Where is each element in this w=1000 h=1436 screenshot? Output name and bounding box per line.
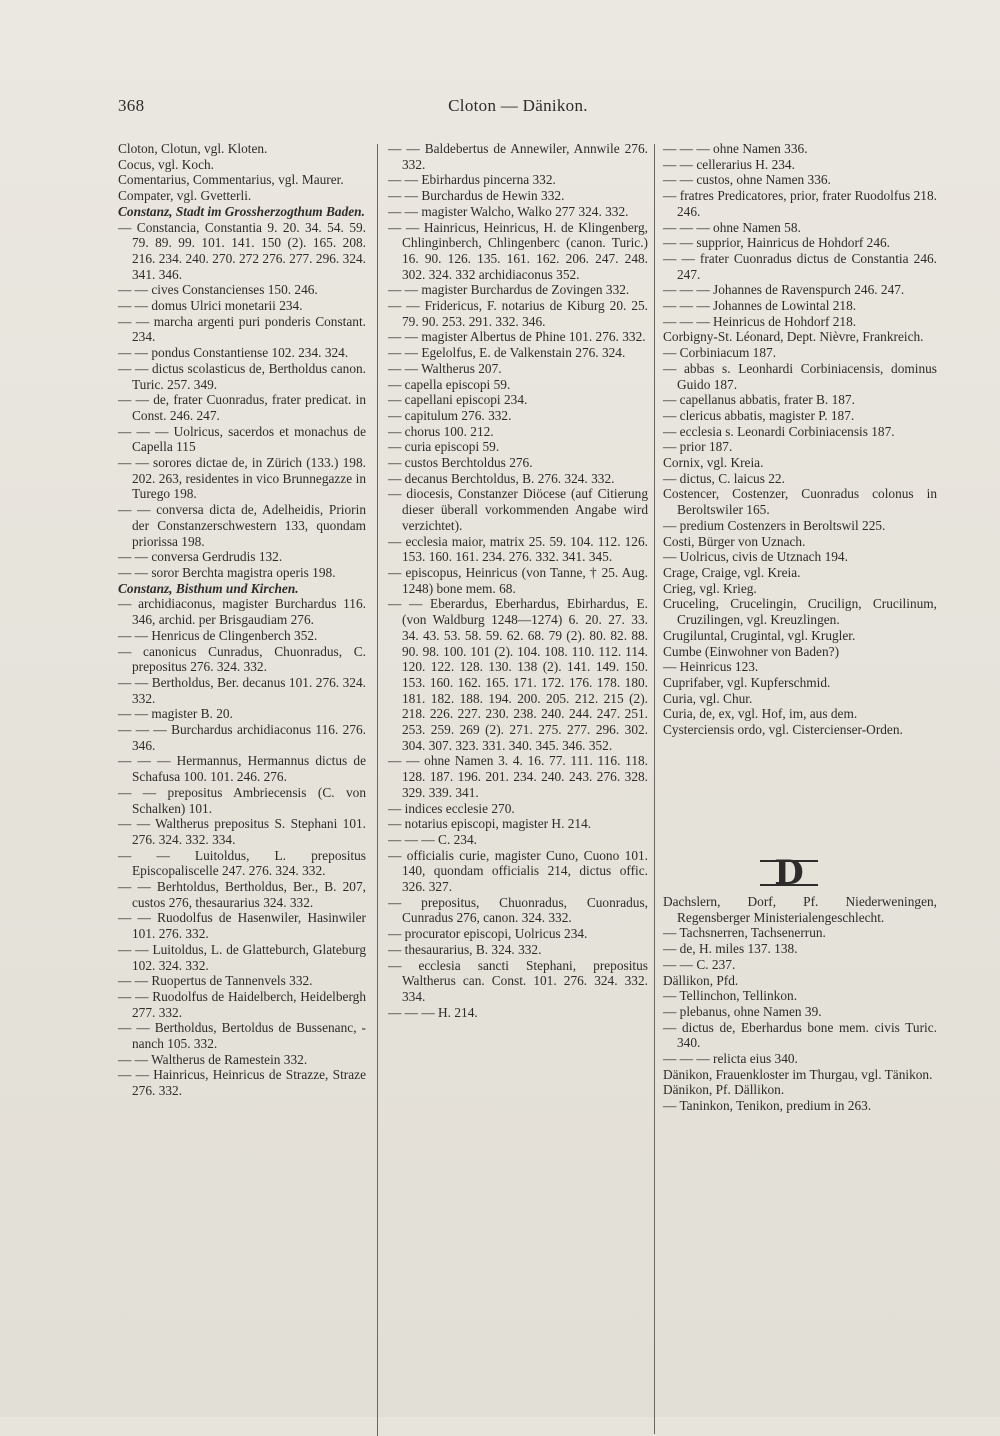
index-entry: — — Berhtoldus, Bertholdus, Ber., B. 207, custos 276, thesaurarius 324. 332. — [118, 879, 366, 910]
index-entry: — — conversa dicta de, Adelheidis, Priorin der Constanzerschwestern 133, quondam priorissa 198. — [118, 502, 366, 549]
index-entry: Dachslern, Dorf, Pf. Niederweningen, Regensberger Ministerialengeschlecht. — [663, 894, 937, 925]
index-entry: — — Ruodolfus de Hasenwiler, Hasinwiler 101. 276. 332. — [118, 910, 366, 942]
index-entry: — — — Heinricus de Hohdorf 218. — [663, 313, 857, 329]
index-entry: — — Egelolfus, E. de Valkenstain 276. 324. — [388, 345, 626, 361]
index-entry: — — magister Walcho, Walko 277 324. 332. — [388, 203, 629, 219]
index-entry: Cruceling, Crucelingin, Crucilign, Crucilinum, Cruzilingen, vgl. Kreuzlingen. — [663, 596, 937, 628]
index-entry: — — C. 237. — [663, 956, 736, 972]
index-entry: Costi, Bürger von Uznach. — [663, 533, 806, 549]
index-entry: Comentarius, Commentarius, vgl. Maurer. — [118, 172, 344, 188]
index-entry: — — — Johannes de Ravenspurch 246. 247. — [663, 282, 905, 298]
index-entry: — — Ebirhardus pincerna 332. — [388, 172, 556, 188]
index-entry: Crage, Craige, vgl. Kreia. — [663, 564, 801, 580]
index-entry: — — custos, ohne Namen 336. — [663, 172, 831, 188]
index-entry: — — Luitoldus, L. prepositus Episcopaliscelle 247. 276. 324. 332. — [118, 847, 366, 879]
index-entry: Cloton, Clotun, vgl. Kloten. — [118, 141, 268, 156]
index-entry: — — Hainricus, Heinricus, H. de Klingenberg, Chlinginberch, Chlingenberc (canon. Turic.) 16. 90. 126. 135. 161. 162. 206. 247. 248. 302. 324. 332 archidiaconus 352. — [388, 219, 648, 282]
index-entry: — procurator episcopi, Uolricus 234. — [388, 926, 588, 942]
index-entry: — curia episcopi 59. — [388, 439, 500, 455]
index-entry: — — cives Constancienses 150. 246. — [118, 282, 318, 298]
index-entry: — canonicus Cunradus, Chuonradus, C. prepositus 276. 324. 332. — [118, 643, 366, 675]
index-entry: Corbigny-St. Léonard, Dept. Nièvre, Frankreich. — [663, 329, 924, 345]
index-entry: — prior 187. — [663, 439, 733, 455]
index-entry: — — magister Albertus de Phine 101. 276. 332. — [388, 329, 646, 345]
index-entry: — — — Hermannus, Hermannus dictus de Schafusa 100. 101. 246. 276. — [118, 753, 366, 785]
index-entry: — — Bertholdus, Bertoldus de Bussenanc, -nanch 105. 332. — [118, 1020, 366, 1052]
index-entry: — diocesis, Constanzer Diöcese (auf Citierung dieser überall vorkommenden Angabe wird verzichtet). — [388, 486, 648, 533]
index-entry: Cumbe (Einwohner von Baden?) — [663, 643, 840, 659]
index-entry: — — conversa Gerdrudis 132. — [118, 549, 283, 565]
index-entry: — — — relicta eius 340. — [663, 1051, 798, 1067]
index-entry: — — Fridericus, F. notarius de Kiburg 20. 25. 79. 90. 253. 291. 332. 346. — [388, 298, 648, 329]
column-divider-1 — [377, 144, 378, 1436]
index-entry: — — magister Burchardus de Zovingen 332. — [388, 282, 630, 298]
index-entry: — clericus abbatis, magister P. 187. — [663, 407, 855, 423]
index-entry: — fratres Predicatores, prior, frater Ruodolfus 218. 246. — [663, 188, 937, 219]
index-entry: Crieg, vgl. Krieg. — [663, 580, 757, 596]
index-entry: — — prepositus Ambriecensis (C. von Schalken) 101. — [118, 784, 366, 816]
index-column-1 — [118, 141, 366, 1099]
index-entry: Dänikon, Pf. Dällikon. — [663, 1082, 785, 1098]
index-entry: — — — ohne Namen 58. — [663, 219, 801, 235]
index-entry: — capellani episcopi 234. — [388, 392, 528, 408]
index-entry: — dictus de, Eberhardus bone mem. civis Turic. 340. — [663, 1019, 937, 1051]
index-entry: Crugiluntal, Crugintal, vgl. Krugler. — [663, 627, 856, 643]
index-entry: Cornix, vgl. Kreia. — [663, 455, 764, 471]
index-entry: — Taninkon, Tenikon, predium in 263. — [663, 1098, 872, 1114]
index-entry: — — — H. 214. — [388, 1004, 478, 1020]
index-entry: — — Ruopertus de Tannenvels 332. — [118, 973, 313, 989]
index-entry: — officialis curie, magister Cuno, Cuono 101. 140, quondam officialis 214, dictus offic. 326. 327. — [388, 847, 648, 895]
index-entry: Dänikon, Frauenkloster im Thurgau, vgl. Tänikon. — [663, 1066, 933, 1082]
index-entry: Curia, vgl. Chur. — [663, 690, 753, 706]
index-entry: — Tachsnerren, Tachsenerrun. — [663, 925, 826, 941]
index-entry: — — supprior, Hainricus de Hohdorf 246. — [663, 235, 891, 251]
index-entry: — — magister B. 20. — [118, 706, 233, 722]
index-entry: — Uolricus, civis de Utznach 194. — [663, 549, 848, 565]
index-column-3 — [663, 141, 937, 738]
index-entry: — — Burchardus de Hewin 332. — [388, 188, 565, 204]
section-letter: D — [760, 858, 818, 888]
index-entry: — — frater Cuonradus dictus de Constantia 246. 247. — [663, 250, 937, 282]
index-entry: — — cellerarius H. 234. — [663, 156, 795, 172]
index-entry: Constanz, Stadt im Grossherzogthum Baden. — [118, 203, 365, 219]
index-entry: — — pondus Constantiense 102. 234. 324. — [118, 345, 349, 361]
index-entry: — — — Uolricus, sacerdos et monachus de Capella 115 — [118, 423, 366, 455]
index-entry: — capellanus abbatis, frater B. 187. — [663, 392, 855, 408]
index-entry: — notarius episcopi, magister H. 214. — [388, 816, 592, 832]
index-entry: — — ohne Namen 3. 4. 16. 77. 111. 116. 118. 128. 187. 196. 201. 234. 240. 243. 276. 328. 329. 339. 341. — [388, 753, 648, 800]
index-entry: — Tellinchon, Tellinkon. — [663, 988, 798, 1004]
running-title: Cloton — Dänikon. — [448, 96, 588, 115]
index-entry: — predium Costenzers in Beroltswil 225. — [663, 517, 886, 533]
index-entry: Cuprifaber, vgl. Kupferschmid. — [663, 674, 831, 690]
index-column-2 — [388, 141, 648, 1020]
index-entry: Compater, vgl. Gvetterli. — [118, 188, 252, 204]
index-entry: — — dictus scolasticus de, Bertholdus canon. Turic. 257. 349. — [118, 360, 366, 392]
index-entry: — — Waltherus de Ramestein 332. — [118, 1051, 308, 1067]
index-entry: — abbas s. Leonhardi Corbiniacensis, dominus Guido 187. — [663, 360, 937, 392]
index-entry: — ecclesia maior, matrix 25. 59. 104. 112. 126. 153. 160. 161. 234. 276. 332. 341. 345. — [388, 533, 648, 565]
index-entry: — — Henricus de Clingenberch 352. — [118, 627, 318, 643]
index-entry: — capella episcopi 59. — [388, 376, 511, 392]
index-entry: — — de, frater Cuonradus, frater predicat. in Const. 246. 247. — [118, 392, 366, 423]
index-entry: — thesaurarius, B. 324. 332. — [388, 941, 542, 957]
index-entry: — custos Berchtoldus 276. — [388, 455, 533, 471]
index-entry: Cysterciensis ordo, vgl. Cistercienser-Orden. — [663, 722, 903, 738]
index-entry: — Corbiniacum 187. — [663, 345, 777, 361]
index-entry: — — Eberardus, Eberhardus, Ebirhardus, E. (von Waldburg 1248—1274) 6. 20. 27. 33. 34. 43. 53. 58. 59. 62. 68. 79 (2). 80. 82. 88. 90. 98. 100. 101 (2). 104. 108. 110. 112. 114. 120. 122. 128. 130. 138 (2). 141. 149. 150. 153. 160. 162. 165. 171. 172. 176. 178. 180. 181. 182. 188. 194. 200. 205. 212. 215 (2). 218. 226. 227. 230. 238. 240. 244. 247. 251. 253. 259. 269 (2). 271. 275. 277. 296. 302. 304. 307. 323. 331. 340. 345. 346. 352. — [388, 596, 648, 753]
index-column-3-section-d — [663, 894, 937, 1114]
index-entry: — Constancia, Constantia 9. 20. 34. 54. 59. 79. 89. 99. 101. 141. 150 (2). 165. 208. 216. 234. 240. 270. 272 276. 277. 296. 324. 341. 346. — [118, 219, 366, 282]
index-entry: — — domus Ulrici monetarii 234. — [118, 298, 303, 314]
index-entry: — — — Johannes de Lowintal 218. — [663, 298, 857, 314]
index-entry: — — Baldebertus de Annewiler, Annwile 276. 332. — [388, 141, 648, 172]
index-entry: Costencer, Costenzer, Cuonradus colonus in Beroltswiler 165. — [663, 486, 937, 518]
index-entry: — — marcha argenti puri ponderis Constant. 234. — [118, 313, 366, 345]
index-entry: Cocus, vgl. Koch. — [118, 156, 214, 172]
page-number: 368 — [118, 96, 145, 115]
index-entry: — — Ruodolfus de Haidelberch, Heidelbergh 277. 332. — [118, 988, 366, 1020]
index-entry: Dällikon, Pfd. — [663, 972, 739, 988]
index-entry: — — Hainricus, Heinricus de Strazze, Straze 276. 332. — [118, 1067, 366, 1099]
index-entry: — — Bertholdus, Ber. decanus 101. 276. 324. 332. — [118, 674, 366, 706]
index-entry: — — Waltherus prepositus S. Stephani 101. 276. 324. 332. 334. — [118, 816, 366, 847]
index-entry: Curia, de, ex, vgl. Hof, im, aus dem. — [663, 706, 858, 722]
index-entry: — episcopus, Heinricus (von Tanne, † 25. Aug. 1248) bone mem. 68. — [388, 564, 648, 596]
index-entry: — ecclesia sancti Stephani, prepositus Waltherus can. Const. 101. 276. 324. 332. 334. — [388, 957, 648, 1004]
index-entry: — — Waltherus 207. — [388, 360, 502, 376]
index-entry: — de, H. miles 137. 138. — [663, 941, 798, 957]
index-entry: — capitulum 276. 332. — [388, 407, 512, 423]
index-entry: — dictus, C. laicus 22. — [663, 470, 785, 486]
index-entry: — — — ohne Namen 336. — [663, 141, 808, 156]
index-entry: — plebanus, ohne Namen 39. — [663, 1003, 822, 1019]
index-entry: — — sorores dictae de, in Zürich (133.) 198. 202. 263, residentes in vico Brunnegazze in Turego 198. — [118, 455, 366, 502]
index-entry: — archidiaconus, magister Burchardus 116. 346, archid. per Brisgaudiam 276. — [118, 596, 366, 628]
index-entry: — — — C. 234. — [388, 831, 477, 847]
index-entry: Constanz, Bisthum und Kirchen. — [118, 580, 299, 596]
index-entry: — decanus Berchtoldus, B. 276. 324. 332. — [388, 470, 615, 486]
index-entry: — — soror Berchta magistra operis 198. — [118, 564, 336, 580]
index-entry: — ecclesia s. Leonardi Corbiniacensis 187. — [663, 423, 895, 439]
column-divider-2 — [654, 144, 655, 1434]
index-entry: — Heinricus 123. — [663, 659, 759, 675]
index-entry: — — — Burchardus archidiaconus 116. 276. 346. — [118, 722, 366, 753]
index-entry: — chorus 100. 212. — [388, 423, 494, 439]
index-entry: — prepositus, Chuonradus, Cuonradus, Cunradus 276, canon. 324. 332. — [388, 894, 648, 926]
index-entry: — — Luitoldus, L. de Glatteburch, Glateburg 102. 324. 332. — [118, 941, 366, 973]
index-entry: — indices ecclesie 270. — [388, 800, 515, 816]
